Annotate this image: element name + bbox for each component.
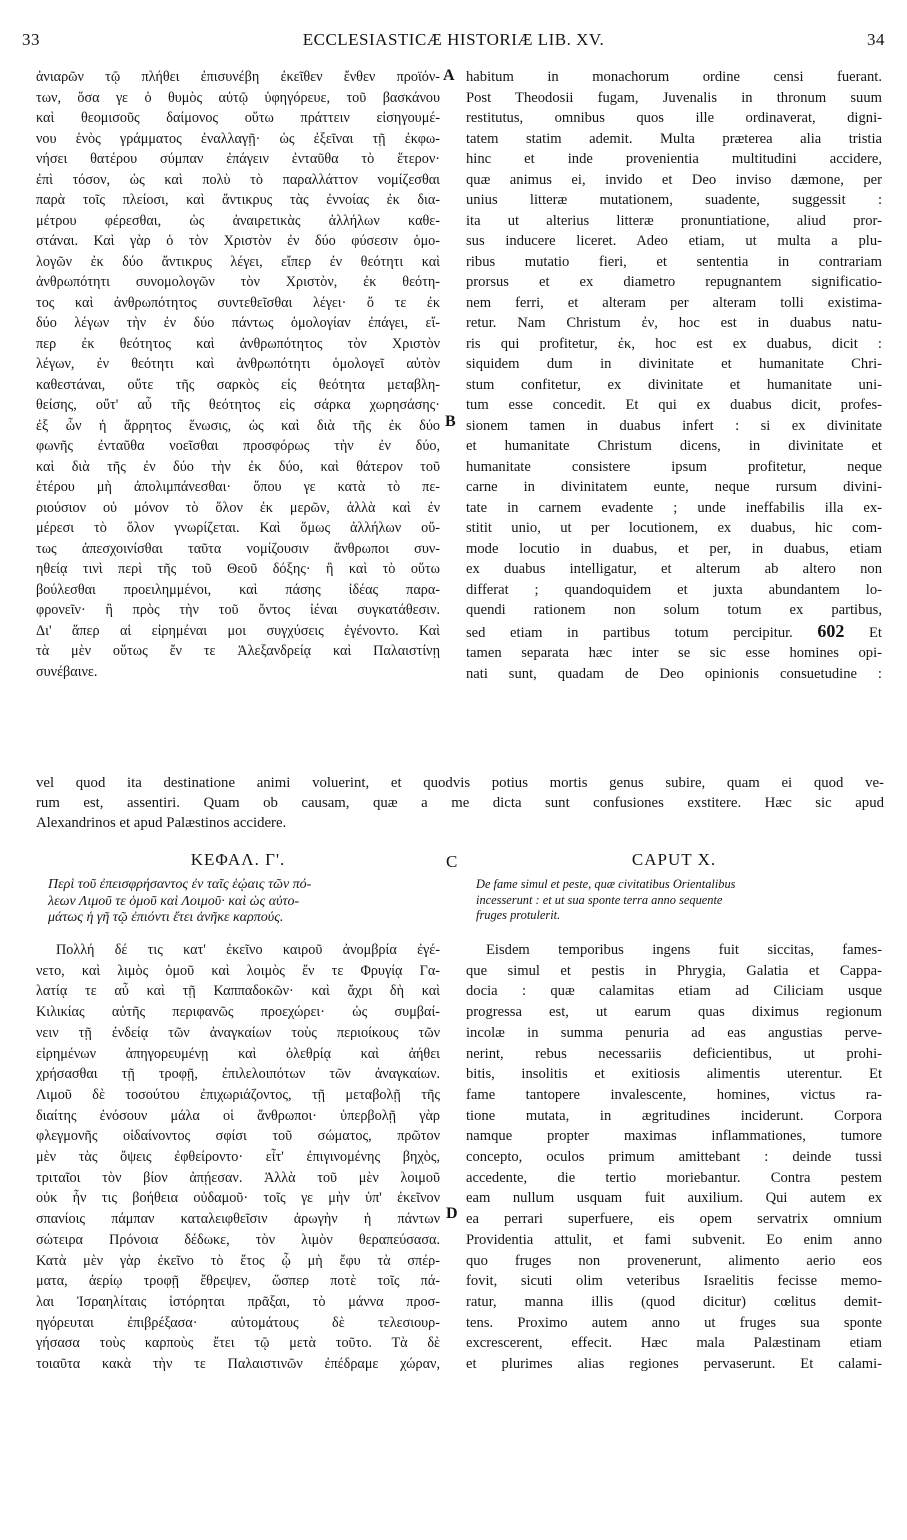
latin-text-line: hinc et inde provenientia multitudini accidere,: [466, 151, 882, 167]
greek-text-line: ἀνθρωπότητι συνομολογῶν τὸν Χριστὸν, ἐκ θεότη-: [36, 274, 440, 290]
latin-text-line: incolæ in summa penuria ad eas angustias perve-: [466, 1024, 882, 1041]
latin-text-line: stum confitetur, ex divinitate et humanitate uni-: [466, 376, 882, 393]
latin-text-line: ea perrari superfuere, eis opem servatrix omnium: [466, 1211, 882, 1228]
margin-marker-d: D: [446, 1205, 458, 1222]
latin-text-line: humanitate consistere ipsum profitetur, neque: [466, 458, 882, 475]
greek-text-line: Λιμοῦ δὲ τοσούτου ἐπιχωριάζοντος, τῇ μεταβολῇ τῆς: [36, 1086, 440, 1103]
greek-text-line: σπανίοις πάμπαν καταλειφθεῖσιν ἀρωγὴν ἡ πάντων: [36, 1211, 440, 1228]
greek-text-line: καθεστάναι, οὔτε τῆς σαρκὸς εἰς θεότητα μεταβλη-: [36, 376, 440, 393]
latin-text-line: ratur, manna illis (quod dicitur) cœlitus demit-: [466, 1293, 882, 1310]
greek-text-line: καὶ διὰ τῆς ἐν δύο τὴν ἐκ δύο, καὶ θάτερον τοῦ: [36, 458, 440, 475]
latin-text-line: Post Theodosii fugam, Juvenalis in thronum suum: [466, 89, 882, 106]
greek-text-line: λογῶν ἐκ δύο ἄντικρυς λέγει, εἴπερ ἐν θεότητι καὶ: [36, 253, 440, 270]
full-width-paragraph: [36, 773, 884, 833]
latin-text-line: carne in divinitatem eunte, neque rursum divini-: [466, 479, 882, 495]
greek-text-line: ἑτέρου μὴ ἀπολιμπάνεσθαι· ὅπου γε κατὰ τὸ πε-: [36, 479, 440, 495]
latin-text-line: retur. Nam Christum ἐν, hoc est in duabus natu-: [466, 315, 882, 331]
latin-text-segment: sed etiam in partibus totum percipitur.: [466, 624, 793, 641]
latin-column-bottom: [466, 940, 882, 1375]
greek-text-line: οὐκ ἦν τις βοήθεια οὐδαμοῦ· τοῖς γε μὴν ὑπ' ἐκεῖνον: [36, 1190, 440, 1207]
latin-text-line: Eisdem temporibus ingens fuit siccitas, fames-: [486, 942, 882, 958]
greek-text-line: φρονεῖν· ἢ πρὸς τὴν τοῦ ὄντος ἰέναι συγκατάθεσιν.: [36, 602, 440, 618]
page-number-left: 33: [22, 30, 40, 49]
latin-text-line: siquidem dum in divinitate et humanitate Chri-: [466, 356, 882, 372]
latin-text-segment: Et: [869, 624, 882, 641]
latin-text-line: nerint, rebus necessariis deficientibus, ut prohi-: [466, 1045, 882, 1062]
greek-text-line: τοιαῦτα κακὰ τὴν τε Παλαιστινῶν ἐπέδραμε χώραν,: [36, 1356, 440, 1373]
latin-text-line: que simul et pestis in Phrygia, Galatia et Cappa-: [466, 962, 882, 979]
greek-text-line: τως ἀπεσχοινίσθαι ταῦτα νομίζουσιν ἄνθρωποι συν-: [36, 540, 440, 557]
greek-column-top: [36, 67, 440, 682]
greek-text-line: καὶ θεομισοῦς δαίμονος οὕτω πράττειν εἰσηγουμέ-: [36, 110, 440, 126]
greek-text-line: τριταῖοι τὸν βίον ἀπῄεσαν. Ἀλλὰ τοῦ μὲν λοιμοῦ: [36, 1169, 440, 1186]
latin-text-line: nati sunt, quadam de Deo opinionis consuetudine :: [466, 665, 882, 682]
latin-text-line: Providentia attulit, et fami subvenit. Eo enim anno: [466, 1231, 882, 1248]
chapter-summary-latin: [476, 877, 882, 924]
full-width-line: vel quod ita destinatione animi voluerint, et quodvis potius mortis genus subire, quam ei quod ve-: [36, 775, 884, 791]
greek-text-line: διαίτης ἐνόσουν μάλα οἱ ἄνθρωποι· ὑπερβολῇ γὰρ: [36, 1107, 440, 1124]
latin-text-line: restitutus, omnibus quos ille ordinaverat, digni-: [466, 110, 882, 126]
greek-text-line: Δι' ἅπερ αἱ εἰρημέναι μοι συγχύσεις ἐγένοντο. Καὶ: [36, 622, 440, 639]
latin-text-line: ex duabus intelligatur, et alterum ab altero non: [466, 561, 882, 577]
greek-text-line: μὲν τὰς ὄψεις ἐφθείροντο· εἶτ' ἐπιγινομένης βηχὸς,: [36, 1149, 440, 1166]
greek-text-line: ἐπὶ τόσον, ὡς καὶ πολὺ τὸ παραλλάττον νομίζεσθαι: [36, 171, 440, 188]
greek-text-line: νου ἑνὸς γράμματος ἐναλλαγῇ· ὡς ἐξεῖναι τῇ ἐκφω-: [36, 130, 440, 147]
margin-marker-c: C: [446, 852, 458, 871]
latin-text-line: unius litteræ mutationem, suadente, suggessit :: [466, 192, 882, 208]
margin-marker-b: B: [445, 413, 456, 430]
greek-text-line: μέρεσι τὸ ὅλον γνωρίζεται. Καὶ ὅμως ἀλλήλων οὕ-: [36, 520, 440, 536]
greek-text-line: τος καὶ ἀνθρωπότητος συντεθεῖσθαι λέγει· ὅ τε ἐκ: [36, 294, 440, 311]
summary-line: Περὶ τοῦ ἐπεισφρήσαντος ἐν ταῖς ἑῴαις τῶν πό-: [48, 877, 312, 892]
latin-text-line: ribus mutatio fieri, et sententia in contrariam: [466, 253, 882, 270]
greek-text-line: ηγόρευται ἐπιβρέξασα· αὐτομάτους δὲ τελεσιουρ-: [36, 1314, 440, 1331]
greek-text-line: ματα, ἀερίῳ τροφῇ ἔθρεψεν, ὥσπερ ποτὲ τοῖς πά-: [36, 1273, 440, 1290]
greek-text-line: εἰρημένων ἀπηγορευμένῃ καὶ ὀλεθρίᾳ καὶ ἀήθει: [36, 1045, 440, 1062]
latin-text-line: concepto, oculos primum amittebant : deinde tussi: [466, 1149, 882, 1166]
latin-text-line: fame tantopere invalescente, homines, victus ra-: [466, 1086, 882, 1103]
latin-text-line: sus inducere liceret. Adeo etiam, ut multa a plu-: [466, 233, 882, 249]
greek-text-line: των, ὅσα γε ὁ θυμὸς αὐτῷ ὑφηγόρευε, τοῦ βασκάνου: [36, 89, 440, 106]
latin-text-line: ris qui profitetur, ἐκ, hoc est ex duabus, dicit :: [466, 335, 882, 352]
full-width-line: Alexandrinos et apud Palæstinos accidere.: [36, 815, 287, 831]
latin-text-line: tum esse concedit. Et qui ex duabus dicit, profes-: [466, 397, 882, 413]
greek-text-line: λέγων, ἐν θεότητι καὶ ἀνθρωπότητι ὁμολογεῖ αὐτὸν: [36, 356, 440, 372]
running-head: [22, 30, 885, 58]
greek-text-line: νειν τῇ ἐνδείᾳ τῶν ἀναγκαίων τοὺς περιοίκους τῶν: [36, 1024, 440, 1041]
latin-text-line: mode locutio in duabus, et per, in duabus, etiam: [466, 540, 882, 557]
summary-line: incesserunt : et ut sua sponte terra anno sequente: [476, 892, 723, 907]
summary-line: De fame simul et peste, quæ civitatibus Orientalibus: [476, 877, 736, 891]
latin-text-line: progressa est, ut earum quas diximus regionum: [466, 1004, 882, 1021]
greek-text-line: δύο λέγων τὴν ἐν δύο πάντως ὁμολογίαν ἐπάγει, εἴ-: [36, 315, 440, 331]
greek-text-line: θείσης, οὔτ' αὖ τῆς θεότητος εἰς σάρκα χωρησάσης·: [36, 397, 440, 413]
greek-text-line: περ ἐκ θεότητος καὶ ἀνθρωπότητος τὸν Χριστὸν: [36, 335, 440, 352]
latin-text-line: [466, 621, 882, 644]
greek-text-line: Πολλή δέ τις κατ' ἐκεῖνο καιροῦ ἀνομβρία ἐγέ-: [56, 942, 440, 958]
greek-text-line: παρὰ τοῖς πλείοσι, καὶ ἄντικρυς τὰς ἐννοίας ἐκ δια-: [36, 192, 440, 208]
latin-text-line: namque propter maximas inflammationes, tumore: [466, 1128, 882, 1145]
greek-text-line: βούλεσθαι προειλημμένοι, καὶ πάσης ἰδέας παρα-: [36, 581, 440, 598]
latin-text-line: prorsus et ex diametro repugnantem significatio-: [466, 274, 882, 290]
running-title: ECCLESIASTICÆ HISTORIÆ LIB. XV.: [302, 30, 605, 49]
greek-text-line: νετο, καὶ λιμὸς ὁμοῦ καὶ λοιμὸς ἔν τε Φρυγίᾳ Γα-: [36, 962, 440, 979]
column-number: 602: [817, 620, 845, 641]
latin-text-line: docia : quæ calamitas etiam ad Ciliciam usque: [466, 983, 882, 1000]
greek-text-line: γήσασα τοὺς καρποὺς ἔτει τῷ μετὰ τοῦτο. Τὰ δὲ: [36, 1335, 440, 1352]
greek-text-line: λαι Ἰσραηλίταις ἱστόρηται πρᾶξαι, τὸ μάννα προσ-: [36, 1293, 440, 1310]
latin-text-line: et humanitate Christum dicens, in divinitate et: [466, 438, 882, 454]
latin-text-line: nem ferri, et alteram per alteram tolli existima-: [466, 294, 882, 311]
latin-text-line: tione mutata, in ægritudines inciderunt. Corpora: [466, 1107, 882, 1124]
latin-text-line: tatem statim ademit. Multa præterea alia tristia: [466, 130, 882, 147]
full-width-line: rum est, assentiri. Quam ob causam, quæ a me dicta sunt confusiones exstitere. Hæc sic apud: [36, 795, 884, 811]
latin-text-line: habitum in monachorum ordine censi fuerant.: [466, 69, 882, 85]
latin-text-line: tamen separata hæc inter se sic esse homines opi-: [466, 645, 882, 661]
greek-text-line: Κιλικίας αὐτῆς περιφανῶς προεχώρει· ὡς συμβαί-: [36, 1004, 440, 1021]
latin-text-line: accedente, die tertio moriebantur. Contra pestem: [466, 1169, 882, 1186]
summary-line: λεων Λιμοῦ τε ὁμοῦ καὶ Λοιμοῦ· καὶ ὡς αὐτο-: [48, 893, 300, 909]
latin-text-line: stitit unio, ut per locutionem, ex duabus, hic com-: [466, 520, 882, 536]
latin-text-line: differat ; quandoquidem et juxta abundantem lo-: [466, 581, 882, 598]
latin-column-top: [466, 67, 882, 684]
greek-text-line: φωνῆς ἐνταῦθα νοεῖσθαι προσφόρως τὴν ἐν δύο,: [36, 438, 440, 454]
latin-text-line: excrescerent, effecit. Hæc mala Palæstinam etiam: [466, 1335, 882, 1352]
page-number-right: 34: [867, 30, 885, 49]
greek-text-line: λατίᾳ τε αὖ καὶ τῇ Καππαδοκῶν· καὶ ἄχρι δὴ καὶ: [36, 983, 440, 1000]
latin-text-line: bitis, insolitis et exitiosis alimentis uterentur. Et: [466, 1066, 882, 1083]
greek-text-line: χρήσασθαι τῇ τροφῇ, ἐπιλελοιπότων τῶν ἀναγκαίων.: [36, 1066, 440, 1083]
greek-text-line: ἐξ ὧν ἡ ἄρρητος ἕνωσις, ὡς καὶ διὰ τῆς ἐκ δύο: [36, 417, 440, 434]
latin-text-line: fovit, sicuti olim veteribus Israelitis fecisse memo-: [466, 1273, 882, 1290]
greek-text-line: μέτρου φέρεσθαι, ὡς ἀναιρετικὰς ἀλλήλων καθε-: [36, 212, 440, 229]
summary-line: fruges protulerit.: [476, 908, 561, 922]
chapter-heading-greek: ΚΕΦΑΛ. Γ'.: [190, 850, 286, 869]
greek-text-line: ριούσιον οὐ μόνον τὸ ὅλον ἐκ μερῶν, ἀλλὰ καὶ ἐν: [36, 499, 440, 516]
latin-text-line: sionem tamen in duabus infert : si ex divinitate: [466, 417, 882, 434]
greek-text-line: σώτειρα Πρόνοια δέδωκε, τὸν λιμὸν θεραπεύσασα.: [36, 1231, 440, 1248]
latin-text-line: tens. Proximo autem anno ut fruges sua sponte: [466, 1314, 882, 1331]
latin-text-line: et plurimes alias regiones pervaserunt. Et calami-: [466, 1356, 882, 1373]
latin-text-line: quæ animus ei, invido et Deo inviso dæmone, per: [466, 171, 882, 188]
greek-text-line: νήσει θατέρου σύμπαν ἐπάγειν ἐνταῦθα τὸ ἕτερον·: [36, 151, 440, 167]
latin-text-line: ita ut alterius litteræ pronuntiatione, aliud pror-: [466, 212, 882, 229]
chapter-summary-greek: [48, 877, 440, 927]
summary-line: μάτως ἡ γῆ τῷ ἐπιόντι ἔτει ἀνῆκε καρπούς.: [48, 910, 284, 925]
latin-text-line: quendi rationem non solum totum ex partibus,: [466, 602, 882, 618]
greek-text-line: ηθείᾳ τινὶ περὶ τῆς τοῦ Θεοῦ δόξης· ἢ καὶ τὸ οὕτω: [36, 561, 440, 577]
greek-text-line: στάναι. Καὶ γὰρ ὁ τὸν Χριστὸν ἐν δύο φύσεσιν ὁμο-: [36, 233, 440, 249]
greek-text-line: φλεγμονῆς οἰδαίνοντος σφίσι τοῦ σώματος, πρῶτον: [36, 1128, 440, 1145]
greek-column-bottom: [36, 940, 440, 1375]
greek-text-line: τὰ μὲν οὕτως ἔν τε Ἀλεξανδρείᾳ καὶ Παλαιστίνῃ: [36, 643, 440, 659]
greek-text-line: ἀνιαρῶν τῷ πλήθει ἐπισυνέβη ἐκεῖθεν ἔνθεν προϊόν-: [36, 69, 440, 85]
latin-text-line: tate in carnem evadente ; unde ineffabilis illa ex-: [466, 499, 882, 516]
greek-text-line: Κατὰ μὲν γὰρ ἐκεῖνο τὸ ἔτος ᾧ μὴ ἔφυ τὰ σπέρ-: [36, 1252, 440, 1269]
chapter-heading-latin: CAPUT X.: [631, 850, 717, 869]
latin-text-line: eam nullum usquam fuit auxilium. Qui autem ex: [466, 1190, 882, 1207]
margin-marker-a: A: [443, 67, 455, 84]
latin-text-line: quo fruges non provenerunt, alimento aerio eos: [466, 1252, 882, 1269]
greek-text-line: συνέβαινε.: [36, 663, 98, 680]
